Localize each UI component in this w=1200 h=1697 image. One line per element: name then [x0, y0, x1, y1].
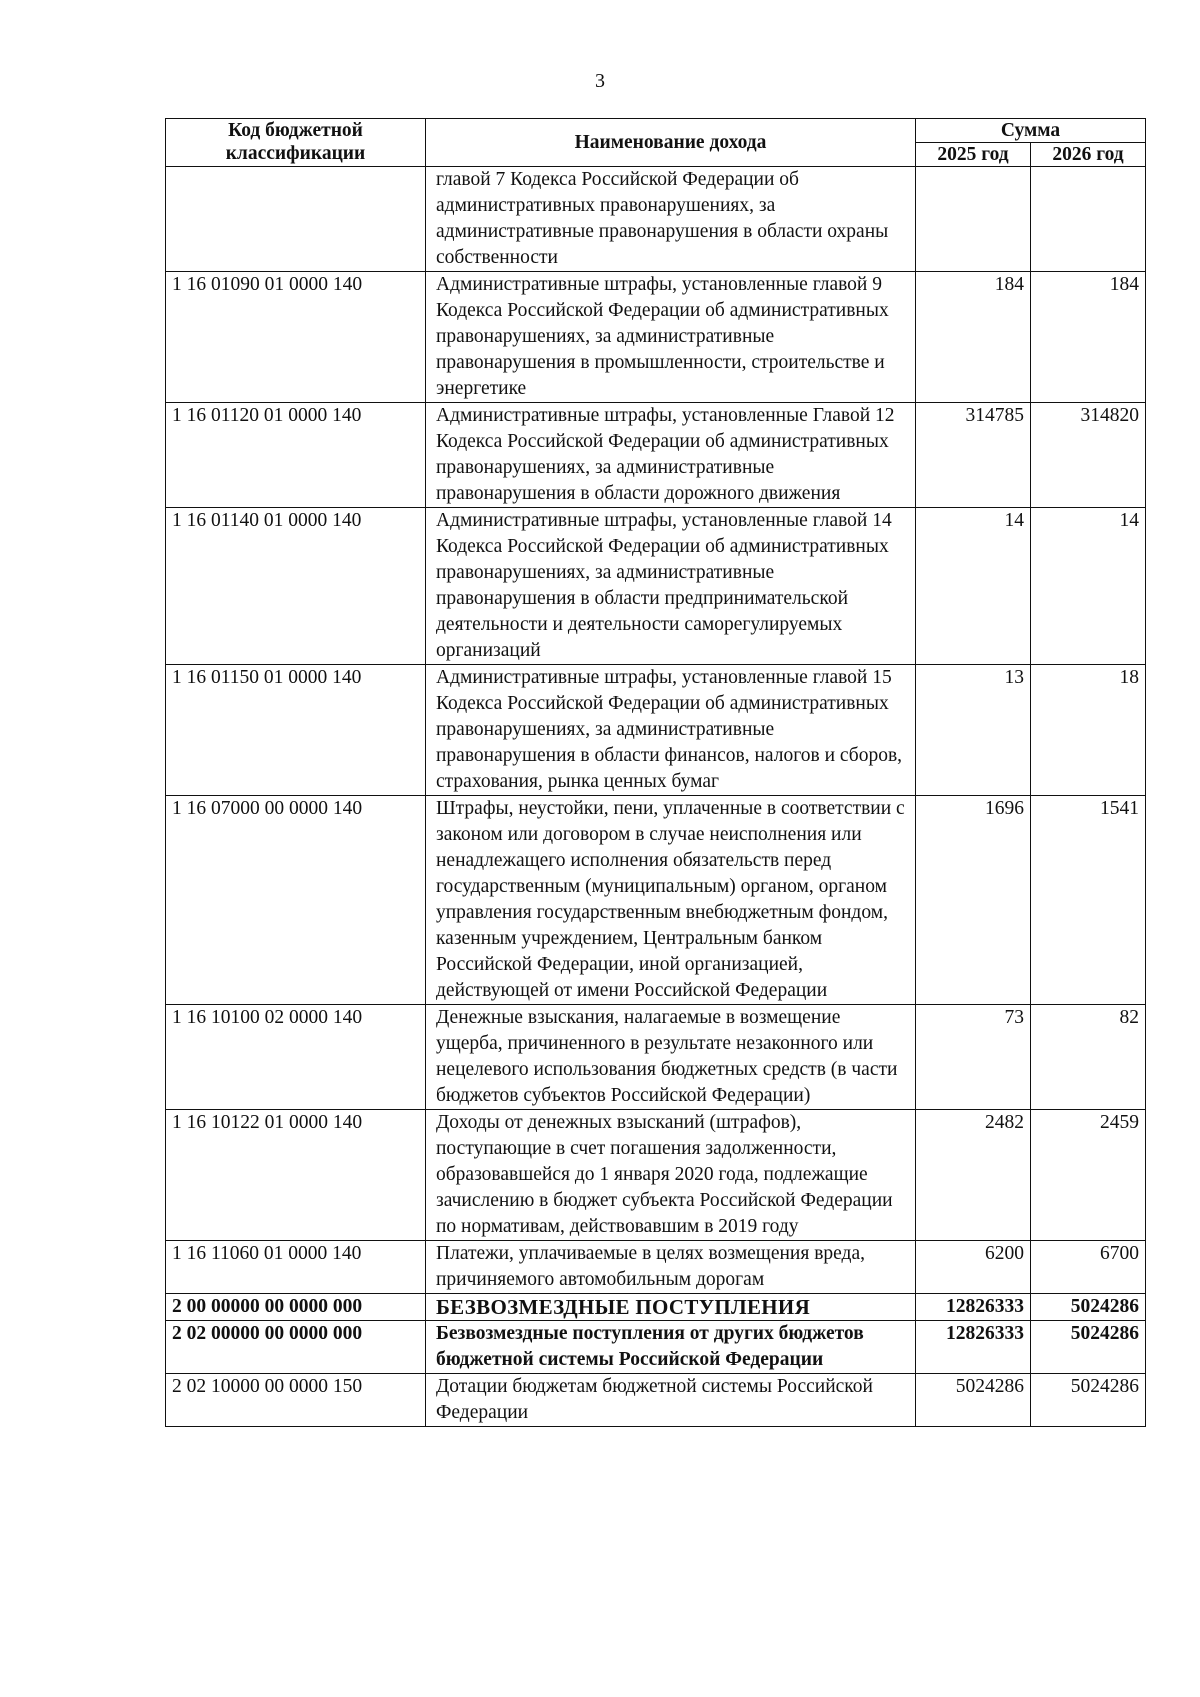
- cell-name: Административные штрафы, установленные главой 9 Кодекса Российской Федерации об административных правонарушениях, за административные правонарушения в промышленности, строительстве и энергетике: [426, 272, 916, 403]
- cell-name: главой 7 Кодекса Российской Федерации об административных правонарушениях, за административные правонарушения в области охраны собственности: [426, 167, 916, 272]
- cell-code: 1 16 01090 01 0000 140: [166, 272, 426, 403]
- cell-2025: 6200: [916, 1241, 1031, 1294]
- cell-2026: 82: [1031, 1005, 1146, 1110]
- cell-name: Денежные взыскания, налагаемые в возмещение ущерба, причиненного в результате незаконного или нецелевого использования бюджетных средств (в части бюджетов субъектов Российской Федерации): [426, 1005, 916, 1110]
- table-row: [166, 796, 1146, 1005]
- page-number: 3: [595, 70, 605, 92]
- cell-2026: [1031, 167, 1146, 272]
- cell-2026: 184: [1031, 272, 1146, 403]
- cell-2026: 18: [1031, 665, 1146, 796]
- header-sum: Сумма: [916, 119, 1146, 143]
- cell-code: 1 16 01150 01 0000 140: [166, 665, 426, 796]
- table-row: [166, 508, 1146, 665]
- table-row: [166, 1005, 1146, 1110]
- cell-2026: 1541: [1031, 796, 1146, 1005]
- cell-2025: 1696: [916, 796, 1031, 1005]
- cell-code: 2 02 10000 00 0000 150: [166, 1374, 426, 1427]
- cell-2026: 5024286: [1031, 1294, 1146, 1321]
- cell-name: Административные штрафы, установленные главой 14 Кодекса Российской Федерации об административных правонарушениях, за административные правонарушения в области предпринимательской деятельности и деятельности саморегулируемых организаций: [426, 508, 916, 665]
- cell-2025: 5024286: [916, 1374, 1031, 1427]
- cell-2026: 2459: [1031, 1110, 1146, 1241]
- cell-name: Безвозмездные поступления от других бюджетов бюджетной системы Российской Федерации: [426, 1321, 916, 1374]
- cell-2025: 13: [916, 665, 1031, 796]
- table-row: [166, 1110, 1146, 1241]
- cell-2026: 14: [1031, 508, 1146, 665]
- cell-code: 1 16 07000 00 0000 140: [166, 796, 426, 1005]
- cell-2026: 5024286: [1031, 1321, 1146, 1374]
- cell-code: 2 00 00000 00 0000 000: [166, 1294, 426, 1321]
- cell-code: 1 16 11060 01 0000 140: [166, 1241, 426, 1294]
- table-row: [166, 1294, 1146, 1321]
- cell-name: Административные штрафы, установленные Главой 12 Кодекса Российской Федерации об административных правонарушениях, за административные правонарушения в области дорожного движения: [426, 403, 916, 508]
- header-name: Наименование дохода: [426, 119, 916, 167]
- table-row: [166, 1321, 1146, 1374]
- cell-2025: 184: [916, 272, 1031, 403]
- cell-name: БЕЗВОЗМЕЗДНЫЕ ПОСТУПЛЕНИЯ: [426, 1294, 916, 1321]
- table-row: [166, 1241, 1146, 1294]
- cell-2025: 12826333: [916, 1321, 1031, 1374]
- cell-2025: 2482: [916, 1110, 1031, 1241]
- cell-name: Дотации бюджетам бюджетной системы Российской Федерации: [426, 1374, 916, 1427]
- cell-code: 1 16 10122 01 0000 140: [166, 1110, 426, 1241]
- cell-name: Доходы от денежных взысканий (штрафов), поступающие в счет погашения задолженности, образовавшейся до 1 января 2020 года, подлежащие зачислению в бюджет субъекта Российской Федерации по нормативам, действовавшим в 2019 году: [426, 1110, 916, 1241]
- cell-code: 1 16 01120 01 0000 140: [166, 403, 426, 508]
- header-year-2026: 2026 год: [1031, 143, 1146, 167]
- revenue-table: [165, 118, 1146, 1427]
- table-row: [166, 272, 1146, 403]
- cell-code: 1 16 01140 01 0000 140: [166, 508, 426, 665]
- header-code: Код бюджетной классификации: [166, 119, 426, 167]
- cell-2025: 12826333: [916, 1294, 1031, 1321]
- table-row: [166, 167, 1146, 272]
- cell-code: [166, 167, 426, 272]
- table-body: [166, 167, 1146, 1427]
- table-header: [166, 119, 1146, 167]
- cell-name: Штрафы, неустойки, пени, уплаченные в соответствии с законом или договором в случае неисполнения или ненадлежащего исполнения обязательств перед государственным (муниципальным) органом, органом управления государственным внебюджетным фондом, казенным учреждением, Центральным банком Российской Федерации, иной организацией, действующей от имени Российской Федерации: [426, 796, 916, 1005]
- cell-2025: 314785: [916, 403, 1031, 508]
- cell-2026: 5024286: [1031, 1374, 1146, 1427]
- cell-2025: [916, 167, 1031, 272]
- cell-code: 2 02 00000 00 0000 000: [166, 1321, 426, 1374]
- cell-code: 1 16 10100 02 0000 140: [166, 1005, 426, 1110]
- cell-2025: 14: [916, 508, 1031, 665]
- table-row: [166, 665, 1146, 796]
- cell-name: Платежи, уплачиваемые в целях возмещения вреда, причиняемого автомобильным дорогам: [426, 1241, 916, 1294]
- cell-2026: 314820: [1031, 403, 1146, 508]
- cell-name: Административные штрафы, установленные главой 15 Кодекса Российской Федерации об административных правонарушениях, за административные правонарушения в области финансов, налогов и сборов, страхования, рынка ценных бумаг: [426, 665, 916, 796]
- cell-2025: 73: [916, 1005, 1031, 1110]
- header-year-2025: 2025 год: [916, 143, 1031, 167]
- table-row: [166, 1374, 1146, 1427]
- cell-2026: 6700: [1031, 1241, 1146, 1294]
- table-row: [166, 403, 1146, 508]
